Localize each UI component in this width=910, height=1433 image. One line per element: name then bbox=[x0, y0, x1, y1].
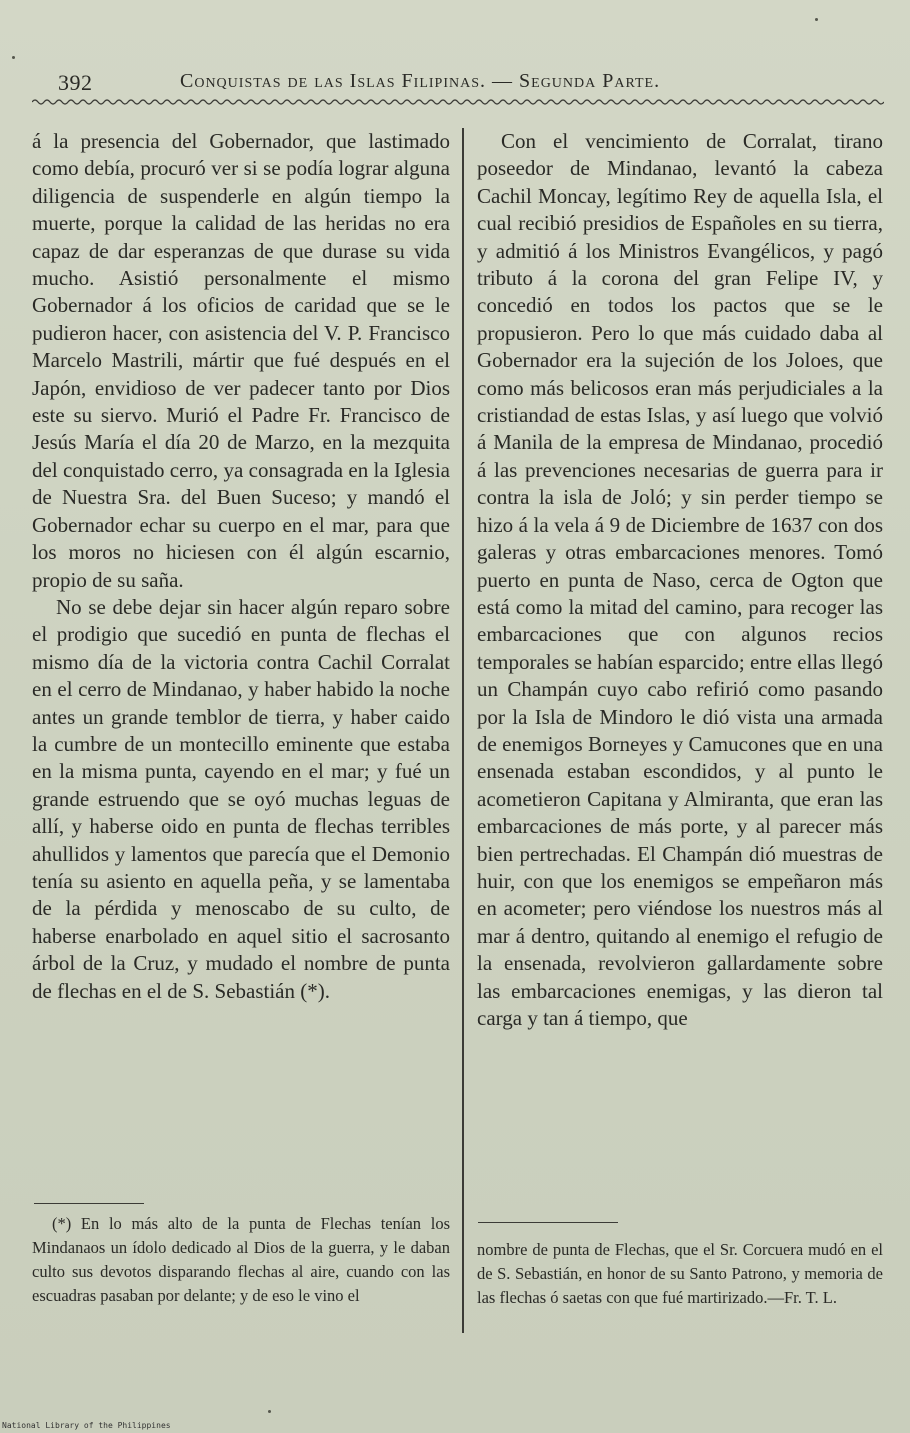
left-column bbox=[32, 128, 450, 1190]
library-stamp: National Library of the Philippines bbox=[2, 1421, 171, 1430]
body-paragraph: á la presencia del Gobernador, que lastimado como debía, procuró ver si se podía lograr alguna diligencia de suspenderle en algún tiempo la muerte, porque la calidad de las heridas no era capaz de dar esperanzas de que durase su vida mucho. Asistió personalmente el mismo Gobernador á los oficios de caridad que se le pudieron hacer, con asistencia del V. P. Francisco Marcelo Mastrili, mártir que fué después en el Japón, envidioso de ver padecer tanto por Dios este su siervo. Murió el Padre Fr. Francisco de Jesús María el día 20 de Marzo, en la mezquita del conquistado cerro, ya consagrada en la Iglesia de Nuestra Sra. del Buen Suceso; y mandó el Gobernador echar su cuerpo en el mar, para que los moros no hiciesen con él algún escarnio, propio de su saña. bbox=[32, 129, 450, 592]
column-divider bbox=[462, 128, 464, 1333]
footnote-rule bbox=[34, 1203, 144, 1204]
page-header bbox=[30, 68, 890, 100]
ink-speck bbox=[268, 1410, 271, 1413]
page-number: 392 bbox=[58, 70, 93, 95]
body-paragraph: No se debe dejar sin hacer algún reparo sobre el prodigio que sucedió en punta de flechas el mismo día de la victoria contra Cachil Corralat en el cerro de Mindanao, y haber habido la noche antes un grande temblor de tierra, y haber caido la cumbre de un montecillo eminente que estaba en la misma punta, cayendo en el mar; y fué un grande estruendo que se oyó muchas leguas de allí, y haberse oido en punta de flechas terribles ahullidos y lamentos que parecía que el Demonio tenía su asiento en aquella peña, y se lamentaba de la pérdida y menoscabo de su culto, de haberse enarbolado en aquel sitio el sacrosanto árbol de la Cruz, y mudado el nombre de punta de flechas en el de S. Sebastián (*). bbox=[32, 594, 450, 1003]
running-head: Conquistas de las Islas Filipinas. — Segunda Parte. bbox=[180, 70, 661, 92]
header-wavy-rule bbox=[32, 97, 884, 107]
footnote-continuation: nombre de punta de Flechas, que el Sr. Corcuera mudó en el de S. Sebastián, en honor de su Santo Patrono, y memoria de las flechas ó saetas con que fué martirizado.—Fr. T. L. bbox=[477, 1240, 883, 1307]
ink-speck bbox=[12, 56, 15, 59]
body-paragraph: Con el vencimiento de Corralat, tirano poseedor de Mindanao, levantó la cabeza Cachil Moncay, legítimo Rey de aquella Isla, el cual recibió presidios de Españoles en su tierra, y admitió á los Ministros Evangélicos, y pagó tributo á la corona del gran Felipe IV, y concedió en todos los pactos que se le propusieron. Pero lo que más cuidado daba al Gobernador era la sujeción de los Joloes, que como más belicosos eran más perjudiciales a la cristiandad de estas Islas, y así luego que volvió á Manila de la empresa de Mindanao, procedió á las prevenciones necesarias de guerra para ir contra la isla de Joló; y sin perder tiempo se hizo á la vela á 9 de Diciembre de 1637 con dos galeras y otras embarcaciones menores. Tomó puerto en punta de Naso, cerca de Ogton que está como la mitad del camino, para recoger las embarcaciones que con algunos recios temporales se habían esparcido; entre ellas llegó un Champán cuyo cabo refirió como pasando por la Isla de Mindoro le dió vista una armada de enemigos Borneyes y Camucones que en una ensenada estaban escondidos, y al punto le acometieron Capitana y Almiranta, que eran las embarcaciones de más porte, y al parecer más bien pertrechadas. El Champán dió muestras de huir, con que los enemigos se empeñaron más en acometer; pero viéndose los nuestros más al mar á dentro, quitando al enemigo el refugio de la ensenada, revolvieron gallardamente sobre las embarcaciones enemigas, y las dieron tal carga y tan á tiempo, que bbox=[477, 129, 883, 1030]
footnote: (*) En lo más alto de la punta de Flechas tenían los Mindanaos un ídolo dedicado al Dios de la guerra, y le daban culto sus devotos disparando flechas al aire, cuando con las escuadras pasaban por delante; y de eso le vino el bbox=[32, 1214, 450, 1305]
ink-speck bbox=[815, 18, 818, 21]
right-column bbox=[477, 128, 883, 1200]
footnote-rule bbox=[478, 1222, 618, 1223]
